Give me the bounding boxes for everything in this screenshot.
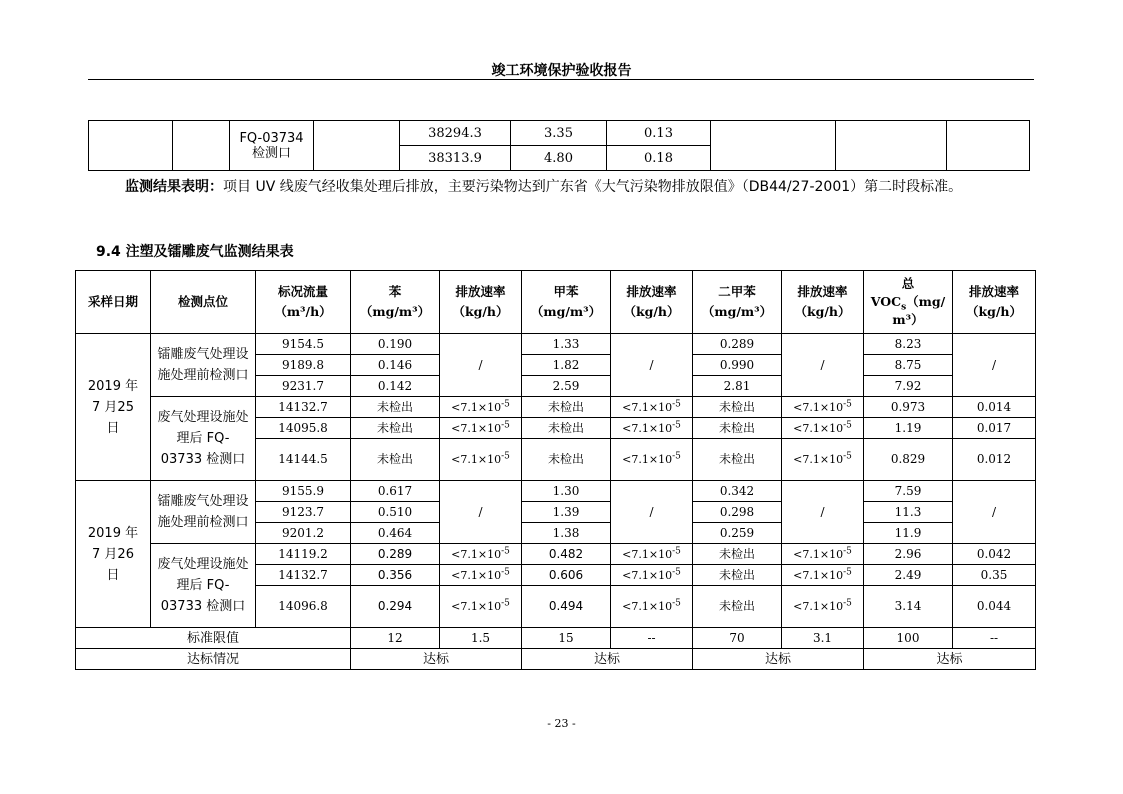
voc-rate-cell: / [953, 334, 1036, 397]
xylene-cell: 0.990 [693, 355, 782, 376]
col-header-benzene-rate: 排放速率 （kg/h） [440, 271, 522, 334]
toluene-cell: 0.606 [522, 565, 611, 586]
toluene-cell: 未检出 [522, 397, 611, 418]
benzene-cell: 未检出 [351, 397, 440, 418]
sample-date-cell: 2019 年 7 月26 日 [76, 481, 151, 628]
flow-cell: 14132.7 [256, 565, 351, 586]
benzene-cell: 未检出 [351, 418, 440, 439]
xylene-cell: 未检出 [693, 418, 782, 439]
benzene-cell: 0.617 [351, 481, 440, 502]
benzene-rate-cell: $<7.1\times 10^{-5}$ [440, 418, 522, 439]
toluene-cell: 1.33 [522, 334, 611, 355]
rate-cell: 0.13 [607, 121, 711, 146]
benzene-rate-cell: $<7.1\times 10^{-5}$ [440, 565, 522, 586]
flow-cell: 9201.2 [256, 523, 351, 544]
col-header-xylene: 二甲苯 （mg/m³） [693, 271, 782, 334]
voc-cell: 8.23 [864, 334, 953, 355]
point-cell-before: 镭雕废气处理设施处理前检测口 [151, 334, 256, 397]
xylene-cell: 2.81 [693, 376, 782, 397]
continuation-table [88, 120, 1030, 171]
voc-rate-cell: 0.017 [953, 418, 1036, 439]
voc-cell: 1.19 [864, 418, 953, 439]
benzene-cell: 0.289 [351, 544, 440, 565]
voc-rate-cell: 0.044 [953, 586, 1036, 628]
voc-cell: 11.3 [864, 502, 953, 523]
flow-cell: 14119.2 [256, 544, 351, 565]
voc-rate-cell: 0.35 [953, 565, 1036, 586]
point-cell-before: 镭雕废气处理设施处理前检测口 [151, 481, 256, 544]
xylene-rate-cell: / [782, 481, 864, 544]
flow-cell: 9189.8 [256, 355, 351, 376]
benzene-rate-cell: / [440, 334, 522, 397]
toluene-rate-cell: / [611, 334, 693, 397]
voc-rate-cell: 0.012 [953, 439, 1036, 481]
table-row [89, 121, 1030, 146]
xylene-rate-cell: $<7.1\times 10^{-5}$ [782, 439, 864, 481]
xylene-cell: 未检出 [693, 586, 782, 628]
toluene-cell: 0.494 [522, 586, 611, 628]
note-label: 监测结果表明： [125, 179, 223, 195]
limit-cell: 12 [351, 628, 440, 649]
point-cell-after: 废气处理设施处理后 FQ-03733 检测口 [151, 544, 256, 628]
point-cell-after: 废气处理设施处理后 FQ-03733 检测口 [151, 397, 256, 481]
toluene-rate-cell: $<7.1\times 10^{-5}$ [611, 418, 693, 439]
flow-cell: 38313.9 [400, 146, 511, 171]
compliance-cell: 达标 [351, 649, 522, 670]
limit-cell: 1.5 [440, 628, 522, 649]
toluene-cell: 1.39 [522, 502, 611, 523]
xylene-cell: 0.298 [693, 502, 782, 523]
sample-date-cell: 2019 年 7 月25 日 [76, 334, 151, 481]
flow-cell: 9231.7 [256, 376, 351, 397]
compliance-cell: 达标 [864, 649, 1036, 670]
table-row [76, 397, 1036, 418]
limit-cell: 100 [864, 628, 953, 649]
benzene-cell: 0.356 [351, 565, 440, 586]
limit-cell: -- [953, 628, 1036, 649]
benzene-cell: 0.294 [351, 586, 440, 628]
voc-cell: 8.75 [864, 355, 953, 376]
conc-cell: 4.80 [511, 146, 607, 171]
point-cell: FQ-03734 检测口 [230, 121, 314, 171]
toluene-rate-cell: $<7.1\times 10^{-5}$ [611, 544, 693, 565]
voc-cell: 0.973 [864, 397, 953, 418]
page-number: - 23 - [547, 717, 576, 730]
toluene-rate-cell: $<7.1\times 10^{-5}$ [611, 397, 693, 418]
results-table [75, 270, 1036, 670]
xylene-cell: 未检出 [693, 544, 782, 565]
xylene-cell: 0.259 [693, 523, 782, 544]
flow-cell: 14132.7 [256, 397, 351, 418]
compliance-label-cell: 达标情况 [76, 649, 351, 670]
col-header-toluene: 甲苯 （mg/m³） [522, 271, 611, 334]
limit-cell: 15 [522, 628, 611, 649]
benzene-cell: 0.510 [351, 502, 440, 523]
voc-cell: 7.92 [864, 376, 953, 397]
report-header-title: 竣工环境保护验收报告 [491, 63, 632, 79]
toluene-cell: 1.82 [522, 355, 611, 376]
voc-cell: 11.9 [864, 523, 953, 544]
benzene-rate-cell: $<7.1\times 10^{-5}$ [440, 397, 522, 418]
table-row [76, 544, 1036, 565]
benzene-rate-cell: $<7.1\times 10^{-5}$ [440, 439, 522, 481]
voc-cell: 2.49 [864, 565, 953, 586]
table-row [76, 481, 1036, 502]
benzene-rate-cell: $<7.1\times 10^{-5}$ [440, 586, 522, 628]
table-row [76, 334, 1036, 355]
xylene-rate-cell: $<7.1\times 10^{-5}$ [782, 397, 864, 418]
xylene-cell: 0.289 [693, 334, 782, 355]
benzene-rate-cell: $<7.1\times 10^{-5}$ [440, 544, 522, 565]
limit-cell: 70 [693, 628, 782, 649]
compliance-row [76, 649, 1036, 670]
note-text: 项目 UV 线废气经收集处理后排放，主要污染物达到广东省《大气污染物排放限值》（DB44/27-2001）第二时段标准。 [223, 179, 963, 195]
flow-cell: 9123.7 [256, 502, 351, 523]
limit-cell: 3.1 [782, 628, 864, 649]
toluene-rate-cell: $<7.1\times 10^{-5}$ [611, 586, 693, 628]
col-header-voc: 总 $VOC_s(mg/$ m³） [864, 271, 953, 334]
voc-cell: 2.96 [864, 544, 953, 565]
voc-rate-cell: 0.042 [953, 544, 1036, 565]
xylene-rate-cell: / [782, 334, 864, 397]
toluene-cell: 未检出 [522, 418, 611, 439]
col-header-date: 采样日期 [76, 271, 151, 334]
benzene-cell: 0.190 [351, 334, 440, 355]
toluene-cell: 0.482 [522, 544, 611, 565]
voc-cell: 7.59 [864, 481, 953, 502]
col-header-benzene: 苯 （mg/m³） [351, 271, 440, 334]
voc-rate-cell: / [953, 481, 1036, 544]
section-title: 9.4 注塑及镭雕废气监测结果表 [96, 244, 294, 260]
standard-limit-row [76, 628, 1036, 649]
header-row [76, 271, 1036, 334]
rate-cell: 0.18 [607, 146, 711, 171]
col-header-xylene-rate: 排放速率 （kg/h） [782, 271, 864, 334]
limit-cell: -- [611, 628, 693, 649]
toluene-rate-cell: $<7.1\times 10^{-5}$ [611, 439, 693, 481]
xylene-rate-cell: $<7.1\times 10^{-5}$ [782, 565, 864, 586]
col-header-toluene-rate: 排放速率 （kg/h） [611, 271, 693, 334]
compliance-cell: 达标 [693, 649, 864, 670]
voc-cell: 3.14 [864, 586, 953, 628]
benzene-cell: 0.142 [351, 376, 440, 397]
toluene-cell: 未检出 [522, 439, 611, 481]
flow-cell: 9154.5 [256, 334, 351, 355]
monitoring-note [97, 172, 1027, 203]
benzene-cell: 未检出 [351, 439, 440, 481]
flow-cell: 9155.9 [256, 481, 351, 502]
col-header-voc-rate: 排放速率 （kg/h） [953, 271, 1036, 334]
xylene-cell: 0.342 [693, 481, 782, 502]
benzene-cell: 0.464 [351, 523, 440, 544]
header-divider [88, 79, 1034, 80]
toluene-rate-cell: $<7.1\times 10^{-5}$ [611, 565, 693, 586]
conc-cell: 3.35 [511, 121, 607, 146]
col-header-point: 检测点位 [151, 271, 256, 334]
toluene-cell: 2.59 [522, 376, 611, 397]
voc-rate-cell: 0.014 [953, 397, 1036, 418]
flow-cell: 14144.5 [256, 439, 351, 481]
toluene-cell: 1.38 [522, 523, 611, 544]
xylene-rate-cell: $<7.1\times 10^{-5}$ [782, 586, 864, 628]
benzene-rate-cell: / [440, 481, 522, 544]
flow-cell: 38294.3 [400, 121, 511, 146]
voc-cell: 0.829 [864, 439, 953, 481]
xylene-rate-cell: $<7.1\times 10^{-5}$ [782, 544, 864, 565]
toluene-rate-cell: / [611, 481, 693, 544]
toluene-cell: 1.30 [522, 481, 611, 502]
compliance-cell: 达标 [522, 649, 693, 670]
flow-cell: 14095.8 [256, 418, 351, 439]
benzene-cell: 0.146 [351, 355, 440, 376]
limit-label-cell: 标准限值 [76, 628, 351, 649]
xylene-cell: 未检出 [693, 565, 782, 586]
flow-cell: 14096.8 [256, 586, 351, 628]
xylene-cell: 未检出 [693, 439, 782, 481]
xylene-rate-cell: $<7.1\times 10^{-5}$ [782, 418, 864, 439]
col-header-flow: 标况流量 （m³/h） [256, 271, 351, 334]
xylene-cell: 未检出 [693, 397, 782, 418]
